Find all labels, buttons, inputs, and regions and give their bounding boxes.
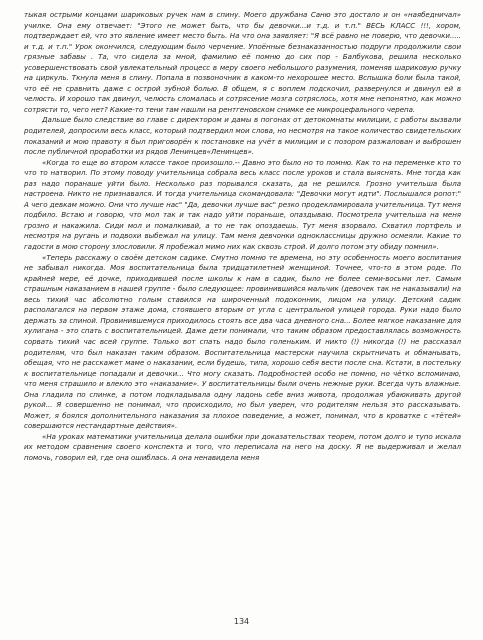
- paragraph-3: «Когда то еще во втором классе такое произошло.-- Давно это было но то помню. Как то на переменке кто то что то натворил. По этому поводу учительница собрала весь класс после уроков и стала выяснять. Мне тогда как раз надо поранаше уйти было. Несколько раз порывался сказать, да не решился. Грозно учительша была настроена. Никто не признавался. И тогда учительница скомандовала: "Девочки могут идти". Послышался ропот:" А чего девкам можно. Они что лучше нас" "Да, девочки лучше вас" резко продекламировала учительница. Тут меня подбило. Встаю и говорю, что мол так и так надо уйти пораньше, опаздываю. Посмотрела учительша на меня грозно и накажила. Сиди мол и помалкивай, а то не так опоздаешь. Тут меня взорвало. Схватил портфель и несмотря на ругань и подвохи выбежал на улицу. Там меня девчонки одноклассницы дружно осмеяли. Какие то гадости в мою сторону злословили. Я пробежал мимо них как сквозь строй. И долго потом эту обиду помнил».: [24, 157, 461, 252]
- paragraph-4: «Теперь расскажу о своём детском садике. Смутно помню те времена, но эту особенность моего воспитания не забывал никогда. Моя воспитательница была тридцатилетней женщиной. Точнее, что-то в этом роде. По крайней мере, её дочке, приходившей после школы к нам в садик, было не более семи-восьми лет. Самым страшным наказанием в нашей группе - было следующее: провинившийся мальчик (девочек так не наказывали) на весь тихий час абсолютно голым ставился на широченный подоконник, лицом на улицу. Детский садик располагался на первом этаже дома, стоявшего вторым от угла с центральной улицей города. Руки надо было держать за спиной. Провинившемуся приходилось стоять все два часа дневного сна... Более мягкое наказание для хулигана - это спать с воспитательницей. Даже дети понимали, что таким образом предоставлялась возможность сорвать тихий час всей группе. Только вот спать надо было голеньким. И никто (!) никогда (!) не рассказал родителям, что был наказан таким образом. Воспитательница мастерски научила скрытничать и обманывать, обещая, что не расскажет маме о наказании, если будешь, типа, хорошо себя вести после сна. Кстати, в постельку к воспитательнице попадали и девочки... Что могу сказать. Подробностей особо не помню, но чётко вспоминаю, что меня страшило и влекло это «наказание». У воспитательницы были очень нежные руки. Всегда чуть влажные. Она гладила по спинке, а потом подкладывала одну ладонь себе вниз живота, продолжая убаюкивать другой рукой... Я совершенно не понимал, что происходило, но был уверен, что родителям нельзя это рассказывать. Может, я боялся дополнительного наказания за плохое поведение, а может, понимал, что в кроватке с «тётей» совершаются нестандартные действия».: [24, 252, 461, 431]
- page-number: 134: [233, 617, 250, 626]
- body-text: [24, 10, 461, 464]
- paragraph-2: Дальше было следствие во главе с директором и дамы в погонах от детокомнаты милиции, с работы вызвали родителей, допросили весь класс, который подтвердил мои слова, но несмотря на такое количество свидетельских показаний и мою правоту я был приговорён к постановке на учёт в милиции и с позором разжалован и выброшен после публичной проработки из рядов Ленинцев«Ленинцев».: [24, 115, 461, 157]
- paragraph-1: тыкая острыми концами шариковых ручек нам в спину. Моего дружбана Саню это достало и он «наябедничал» училке. Она ему отвечает: "Этого не может быть, что бы девочки...и т.д. и т.п." ВЕСЬ КЛАСС !!!, хором, подтверждает ей, что это явление имеет место быть. На что она заявляет: "Я всё равно не поверю, что девочки..... и т.д. и т.п." Урок окончился, следующим было черчение. Упоённые безнаказанностью подруги продолжили свои грязные забавы . Та, что сидела за мной, фамилию её помню до сих пор - Балбукова, решила несколько усовершенствовать свой увлекательный процесс в меру своего небольшого разумения, поменяв шариковую ручку на циркуль. Ткнула меня в спину. Попала в позвоночник в каком-то нехорошее место. Вспышка боли была такой, что её не сравнить даже с острой зубной болью. В общем, я с воплем подскочил, развернулся и двинул ей в челюсть. И хорошо так двинул, челюсть сломалась и сотрясение мозга сотряслось, хотя мне непонятно, как можно сотрясти то, чего нет? Какие-то тени там нашли на рентгеновском снимке ее микроцефального черепа.: [24, 10, 461, 114]
- paragraph-5: «На уроках математики учительница делала ошибки при доказательствах теорем, потом долго и тупо искала их методом сравнения своего конспекта и того, что переписала на него на доску. Я не выдерживал и желал помочь, говорил ей, где она ошиблась. А она ненавидела меня: [24, 431, 461, 462]
